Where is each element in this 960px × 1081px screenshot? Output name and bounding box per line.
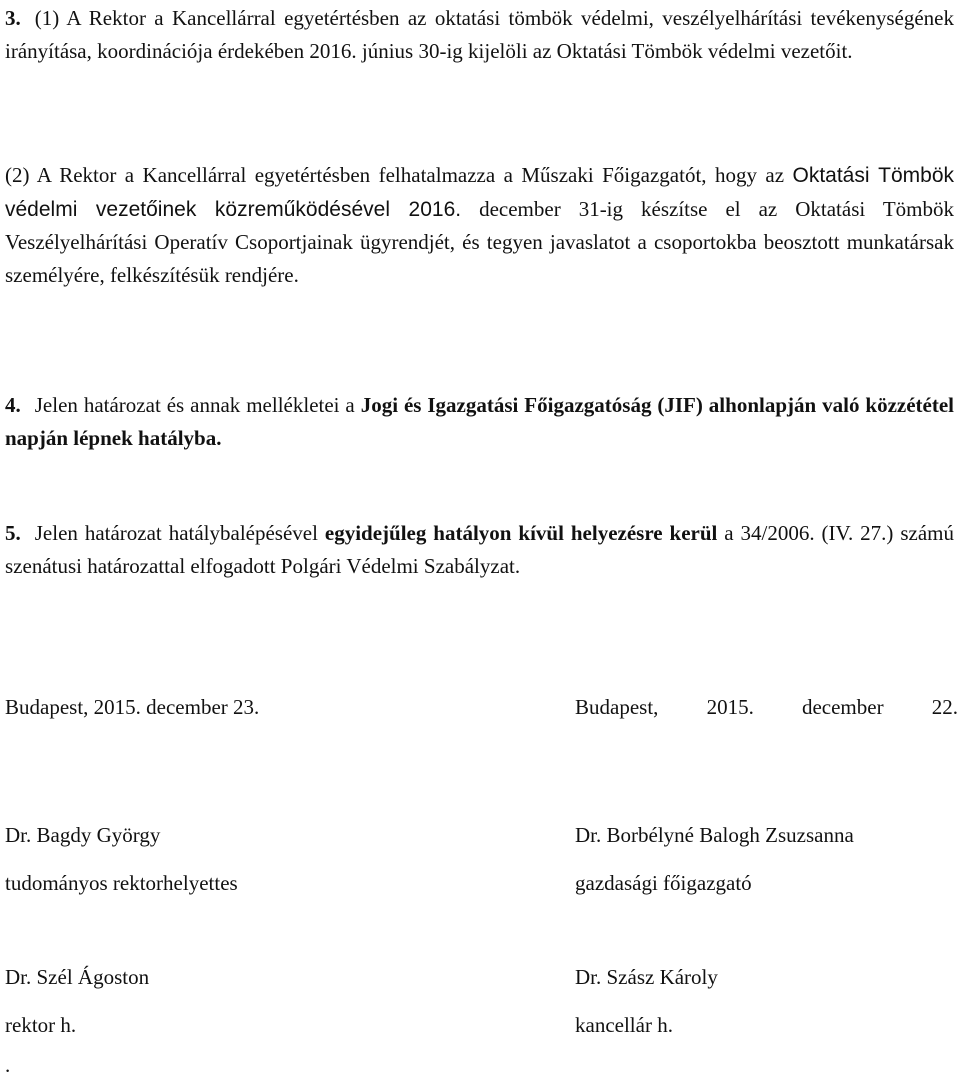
- section-5-text-b: egyidejűleg hatályon kívül helyezésre kerül: [324, 521, 718, 545]
- section-5-text-c: a 34/2006. (IV. 27.) számú szenátusi határozattal elfogadott Polgári Védelmi Szabályzat.: [5, 521, 955, 578]
- section-3-paragraph-2: [5, 159, 954, 291]
- section-5-paragraph: [5, 517, 954, 582]
- trailing-period: .: [5, 1053, 11, 1077]
- section-3-p2-text-c: december 31-ig készítse el az Oktatási Tömbök Veszélyelhárítási Operatív Csoportjainak ügyrendjét, és tegyen javaslatot a csoportokba beosztott munkatársak személyére, felkészítésük rendjére.: [5, 196, 954, 287]
- section-3-p1-text: (1) A Rektor a Kancellárral egyetértésben az oktatási tömbök védelmi, veszélyelhárítási tevékenységének irányítása, koordinációja érdekében 2016. június 30-ig kijelöli az Oktatási Tömbök védelmi vezetőit.: [5, 6, 954, 63]
- section-3-p2-text-b: Oktatási Tömbök védelmi vezetőinek közreműködésével 2016.: [5, 164, 955, 221]
- section-number: 5.: [5, 521, 21, 545]
- left-signer-2-name: Dr. Szél Ágoston: [5, 965, 150, 989]
- left-signature-date: Budapest, 2015. december 23.: [5, 695, 260, 719]
- right-date-part: Budapest,: [575, 695, 659, 719]
- right-signer-1-title: gazdasági főigazgató: [575, 871, 752, 895]
- section-number: 4.: [5, 393, 21, 417]
- section-4-paragraph: [5, 389, 954, 454]
- right-signer-2-name: Dr. Szász Károly: [575, 965, 718, 989]
- left-signer-1-name: Dr. Bagdy György: [5, 823, 161, 847]
- right-signature-date: [575, 694, 958, 720]
- right-signer-1-name: Dr. Borbélyné Balogh Zsuzsanna: [575, 823, 854, 847]
- section-4-text-b: Jogi és Igazgatási Főigazgatóság (JIF) alhonlapján való közzététel napján lépnek hatályba.: [5, 393, 954, 450]
- left-signer-2-title: rektor h.: [5, 1013, 77, 1037]
- right-date-part: 2015.: [706, 695, 754, 719]
- right-date-part: december: [801, 695, 884, 719]
- section-5-text-a: Jelen határozat hatálybalépésével: [34, 521, 325, 545]
- left-signer-1-title: tudományos rektorhelyettes: [5, 871, 238, 895]
- section-number: 3.: [5, 6, 21, 30]
- section-3-paragraph-1: [5, 2, 954, 67]
- right-date-part: 22.: [931, 695, 958, 719]
- section-3-p2-text-a: (2) A Rektor a Kancellárral egyetértésben felhatalmazza a Műszaki Főigazgatót, hogy az: [5, 163, 793, 187]
- section-4-text-a: Jelen határozat és annak mellékletei a: [34, 393, 361, 417]
- right-signer-2-title: kancellár h.: [575, 1013, 673, 1037]
